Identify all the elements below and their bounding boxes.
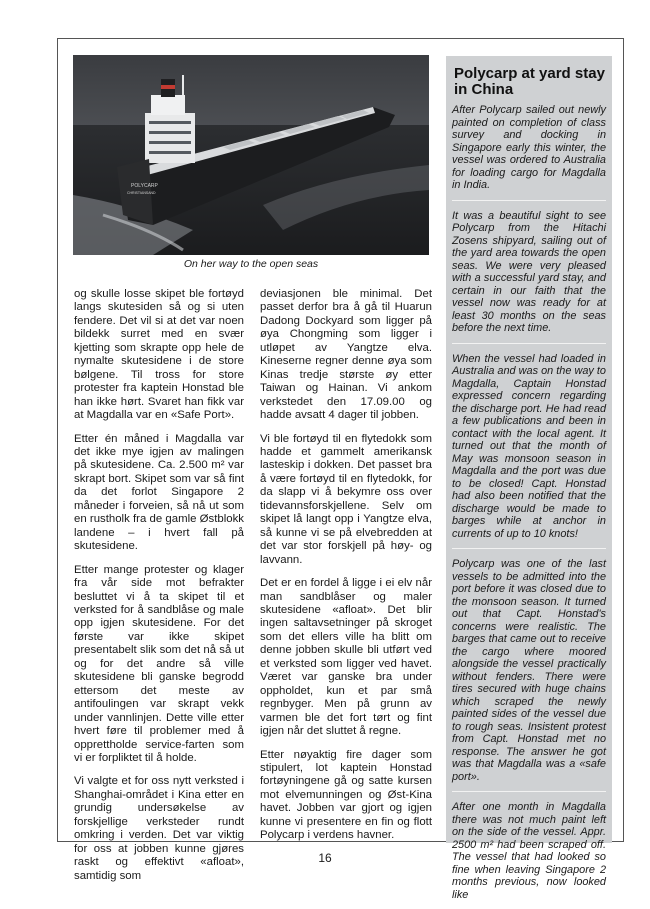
page-number: 16 xyxy=(318,851,332,865)
article-paragraph: Etter nøyaktig fire dager som stipulert, lot kaptein Honstad fortøyningene gå og satte kursen mot elvemunningen og Øst-Kina havet. Jobben var gjort og igjen kunne vi presentere en fin og flott Polycarp i verdens havner. xyxy=(260,748,432,842)
article-paragraph: Etter mange protester og klager fra vår side mot befrakter besluttet vi å ta skipet til et verksted for å sandblåse og male opp igjen skutesidene. For det første var ikke skipet presentabelt slik som det nå så ut og for det andre så ville skutesidene bli ganske begrodd ettersom det meste av antifoulingen var skrapt vekk under vannlinjen. Dette ville etter hvert føre til problemer med å opprettholde service-farten som vi er forpliktet til å holde. xyxy=(74,563,244,764)
article-paragraph: Vi ble fortøyd til en flytedokk som hadde et gammelt amerikansk lasteskip i dokken. Det passet bra å være fortøyd til en flytedokk, for da slapp vi å bekymre oss over tidevannsforskjellene. Selv om skipet lå langt opp i Yangtze elva, så kunne vi se på elvebredden at det var stor forskjell på høy- og lavvann. xyxy=(260,432,432,566)
bulk-carrier-image xyxy=(73,55,429,255)
sidebar-title: Polycarp at yard stay in China xyxy=(454,65,605,98)
sidebar-paragraph: After one month in Magdalla there was not much paint left on the side of the vessel. Appr. 2500 m² had been scraped off. The vessel that had looked so fine when leaving Singapore 2 months previous, now looked like xyxy=(452,801,606,901)
photo-caption: On her way to the open seas xyxy=(183,258,319,270)
sidebar-paragraph: It was a beautiful sight to see Polycarp from the Hitachi Zosens shipyard, sailing out of the yard area towards the open seas. We were very pleased with a successful yard stay, and certain in our faith that the vessel now was ready for at least 30 months on the seas before the next time. xyxy=(452,210,606,344)
english-summary-sidebar xyxy=(446,56,612,901)
article-column-2 xyxy=(260,288,432,853)
ship-photo xyxy=(73,55,429,255)
sidebar-paragraph: After Polycarp sailed out newly painted on completion of class survey and docking in Singapore early this winter, the vessel was ordered to Australia for loading cargo for Magdalla in India. xyxy=(452,104,606,201)
article-paragraph: Vi valgte et for oss nytt verksted i Shanghai-området i Kina etter en grundig undersøkelse av forskjellige verksteder rundt omkring i verden. Det var viktig for oss at jobben kunne gjøres raskt og effektivt «afloat», samtidig som xyxy=(74,775,244,882)
sidebar-paragraph: When the vessel had loaded in Australia and was on the way to Magdalla, Captain Honstad expressed concern regarding the discharge port. He had read a few publications and been in contact with the local agent. It turned out that the month of May was monsoon season in Magdalla and the port was due to be closed! Capt. Honstad had also been notified that the discharge would be made to barges while at anchor in currents of up to 10 knots! xyxy=(452,353,606,550)
article-paragraph: deviasjonen ble minimal. Det passet derfor bra å gå til Huarun Dadong Dockyard som ligger på øya Chongming som ligger i utløpet av Yangtze elva. Kineserne regner denne øya som Kinas tredje største øy etter Taiwan og Hainan. Vi ankom verkstedet den 17.09.00 og hadde avsatt 4 dager til jobben. xyxy=(260,288,432,422)
ship-name-lettering: POLYCARP xyxy=(131,183,158,189)
article-paragraph: Det er en fordel å ligge i ei elv når man sandblåser og maler skutesidene «afloat». Det blir ingen saltavsetninger på skroget som det ellers ville ha blitt om denne jobben skulle bli utført ved et verksted som ligger ved havet. Været var ganske bra under oppholdet, kun et par små regnbyger. Men på grunn av varmen ble det fort tørt og fint igjen når det sluttet å regne. xyxy=(260,577,432,738)
article-paragraph: Etter én måned i Magdalla var det ikke mye igjen av malingen på skutesidene. Ca. 2.500 m² var skrapt bort. Skipet som var så fint da det forlot Singapore 2 måneder i forveien, så nå ut som en rustholk fra de gamle Østblokk landene – i hvert fall på skutesidene. xyxy=(74,432,244,553)
article-column-1 xyxy=(74,288,244,893)
article-paragraph: og skulle losse skipet ble fortøyd langs skutesiden så og si uten fendere. Det vil si at det var noen bildekk surret med en svær kjetting som skrapte opp hele de nymalte skutesidene i de store bølgene. Til tross for store protester fra kaptein Honstad ble han ikke hørt. Svaret han fikk var at Magdalla var en «Safe Port». xyxy=(74,288,244,422)
sidebar-paragraph: Polycarp was one of the last vessels to be admitted into the port before it was closed due to the monsoon season. It turned out that Capt. Honstad's concerns were realistic. The barges that came out to receive the cargo where moored alongside the vessel practically without fenders. There were tires secured with huge chains which scraped the newly painted sides of the vessel due to rough seas. Insistent protest from Capt. Honstad met no response. The answer he got was that Magdalla was a «safe port». xyxy=(452,558,606,792)
ship-port-lettering: CHRISTIANSAND xyxy=(127,191,156,195)
